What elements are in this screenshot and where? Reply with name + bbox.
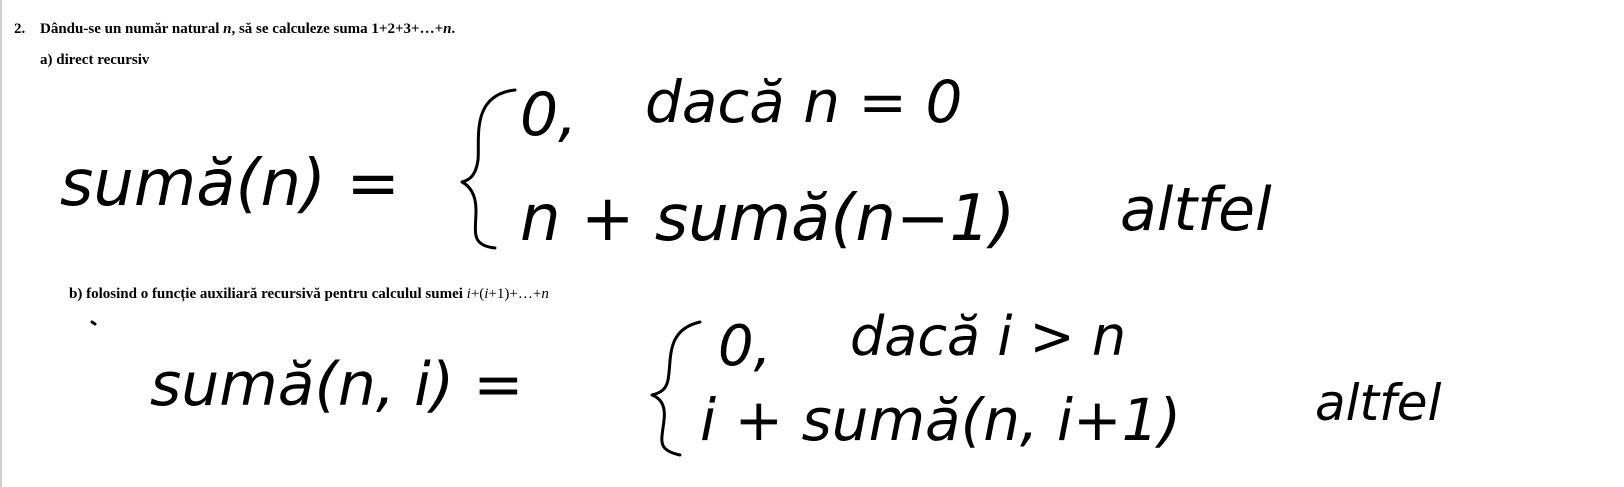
hw-b-case1-condition: dacă i > n [850, 305, 1127, 368]
hw-b-brace [652, 322, 700, 455]
hw-b-lhs: sumă(n, i) = [150, 350, 524, 420]
statement-end: . [451, 21, 456, 37]
problem-number: 2. [14, 21, 26, 37]
handwritten-formula-b [92, 305, 1442, 455]
part-a-label: a) direct recursiv [40, 52, 150, 68]
statement-var-n-end: n [443, 21, 452, 37]
hw-a-case1-condition: dacă n = 0 [645, 68, 963, 136]
hw-b-case2-value: i + sumă(n, i+1) [700, 386, 1182, 454]
handwritten-formula-a [60, 68, 1272, 256]
formula-tail: +1)+…+ [488, 286, 542, 302]
formula-n: n [541, 286, 549, 302]
hw-a-case2-value: n + sumă(n−1) [520, 182, 1016, 256]
formula-i: i [466, 286, 471, 302]
hw-a-case2-condition: altfel [1120, 175, 1272, 245]
formula-i2: i [484, 286, 489, 302]
hw-a-case1-value: 0, [520, 80, 578, 150]
statement-prefix: Dându-se un număr natural [40, 21, 220, 37]
stray-mark [92, 322, 95, 324]
statement-var-n: n [223, 21, 232, 37]
part-b-label-text: b) folosind o funcție auxiliară recursivă pentru calculul sumei [69, 286, 463, 302]
hw-b-case1-value: 0, [718, 314, 772, 379]
formula-mid: +( [470, 286, 485, 302]
statement-mid: , să se calculeze suma 1+2+3+…+ [231, 21, 444, 37]
hw-a-lhs: sumă(n) = [60, 147, 400, 221]
hw-a-brace [462, 90, 515, 248]
hw-b-case2-condition: altfel [1315, 374, 1442, 432]
